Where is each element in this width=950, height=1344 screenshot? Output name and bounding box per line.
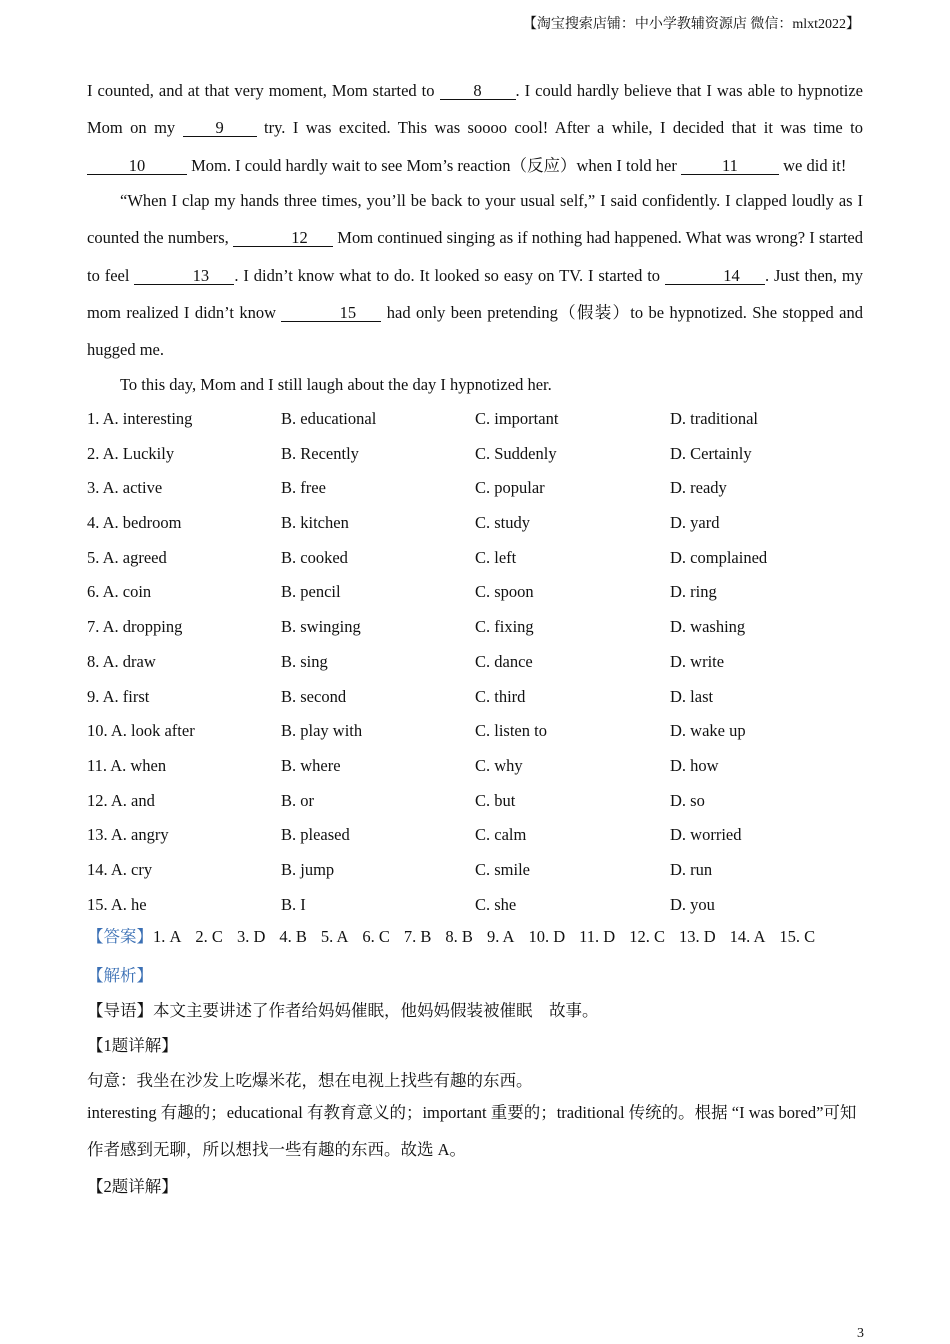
option-choice: C. study xyxy=(475,513,531,533)
option-row xyxy=(87,784,877,819)
option-choice: B. educational xyxy=(281,409,377,428)
option-choice: D. complained xyxy=(670,547,768,567)
option-choice: C. spoon xyxy=(475,582,534,602)
option-choice: 10. A. look after xyxy=(87,721,195,741)
option-choice: B. cooked xyxy=(281,547,348,567)
blank-10: 10 xyxy=(87,157,187,175)
option-choice: B. sing xyxy=(281,651,328,671)
option-choice: D. yard xyxy=(670,513,720,533)
question-1-meaning: 句意：我坐在沙发上吃爆米花，想在电视上找些有趣的东西。 xyxy=(87,1071,533,1090)
answer-item: 7. B xyxy=(403,927,432,946)
answer-item: 6. C xyxy=(362,927,390,946)
option-choice: B. pleased xyxy=(281,825,350,845)
blank-13: 13 xyxy=(134,267,234,285)
blank-11: 11 xyxy=(681,157,779,175)
option-choice: C. why xyxy=(475,755,523,775)
option-choice: C. left xyxy=(475,547,517,567)
question-2-title: 【2题详解】 xyxy=(87,1177,178,1196)
blank-12: 12 xyxy=(233,229,333,247)
option-choice: C. she xyxy=(475,894,517,914)
option-choice: 8. A. draw xyxy=(87,651,156,671)
option-choice: B. pencil xyxy=(281,582,341,602)
option-choice: B. or xyxy=(281,790,314,810)
option-choice: C. calm xyxy=(475,825,527,845)
option-row xyxy=(87,680,877,715)
option-choice: D. washing xyxy=(670,617,746,637)
answer-label: 【答案】 xyxy=(87,927,153,946)
option-choice: D. last xyxy=(670,686,714,706)
blank-9: 9 xyxy=(183,119,257,137)
blank-15: 15 xyxy=(281,304,381,322)
option-choice: C. listen to xyxy=(475,721,547,741)
passage-paragraph-1: I counted, and at that very moment, Mom started to 8 . I could hardly believe that I was able to hypnotize Mom on my 9 try. I was excited. This was soooo cool! After a while, I decided that it was time to 10 Mom. I could hardly wait to see Mom’s reaction（反应）when I told her 11 we did it! xyxy=(87,81,863,175)
passage-paragraph-2: “When I clap my hands three times, you’ll be back to your usual self,” I said confidently. I clapped loudly as I counted the numbers, 12 Mom continued singing as if nothing had happened. What was wrong? I started to feel 13 . I didn’t know what to do. It looked so easy on TV. I started to 14 . Just then, my mom realized I didn’t know 15 had only been pretending（假装）to be hypnotized. She stopped and hugged me. xyxy=(87,191,864,360)
option-row xyxy=(87,818,877,853)
header-watermark: 【淘宝搜索店铺：中小学教辅资源店 微信：mlxt2022】 xyxy=(522,17,860,32)
blank-8: 8 xyxy=(440,82,516,100)
option-row xyxy=(87,749,877,784)
option-choice: 4. A. bedroom xyxy=(87,513,182,533)
option-choice: 9. A. first xyxy=(87,686,150,706)
option-choice: D. you xyxy=(670,894,715,914)
option-choice: D. wake up xyxy=(670,721,746,741)
option-choice: D. run xyxy=(670,859,713,879)
answer-item: 12. C xyxy=(629,927,665,946)
answer-item: 15. C xyxy=(779,927,816,946)
option-choice: B. swinging xyxy=(281,617,361,637)
option-choice: D. Certainly xyxy=(670,443,752,463)
option-choice: B. I xyxy=(281,894,306,914)
option-row xyxy=(87,575,877,610)
option-choice: B. Recently xyxy=(281,443,359,463)
option-choice: 15. A. he xyxy=(87,894,147,914)
blank-14: 14 xyxy=(665,267,765,285)
option-row xyxy=(87,645,877,680)
option-choice: 3. A. active xyxy=(87,478,163,498)
answer-item: 4. B xyxy=(279,927,307,946)
option-row xyxy=(87,506,877,541)
option-choice: 11. A. when xyxy=(87,755,167,775)
option-choice: 12. A. and xyxy=(87,790,155,810)
option-choice: D. traditional xyxy=(670,409,758,428)
option-row xyxy=(87,437,877,472)
answer-item: 11. D xyxy=(579,927,616,946)
answer-item: 13. D xyxy=(678,927,716,946)
options-list xyxy=(87,402,877,922)
option-choice: 7. A. dropping xyxy=(87,617,183,637)
option-row xyxy=(87,714,877,749)
option-choice: B. kitchen xyxy=(281,513,349,533)
option-choice: B. free xyxy=(281,478,326,498)
guide-text: 【导语】本文主要讲述了作者给妈妈催眠，他妈妈假装被催眠 故事。 xyxy=(87,1001,599,1020)
answer-items xyxy=(153,927,829,946)
answer-item: 9. A xyxy=(486,927,515,946)
option-choice: C. fixing xyxy=(475,617,534,637)
option-choice: C. Suddenly xyxy=(475,443,557,463)
option-choice: C. third xyxy=(475,686,526,706)
option-choice: 6. A. coin xyxy=(87,582,152,602)
answer-item: 1. A xyxy=(153,927,182,946)
page-number: 3 xyxy=(857,1326,864,1341)
option-choice: C. but xyxy=(475,790,516,810)
option-row xyxy=(87,853,877,888)
option-row xyxy=(87,888,877,923)
option-choice: D. worried xyxy=(670,825,742,845)
option-row xyxy=(87,541,877,576)
option-choice: B. play with xyxy=(281,721,363,741)
option-choice: D. ring xyxy=(670,582,717,602)
option-choice: C. popular xyxy=(475,478,545,498)
option-choice: 14. A. cry xyxy=(87,859,153,879)
option-choice: D. write xyxy=(670,651,725,671)
option-row xyxy=(87,471,877,506)
option-choice: 13. A. angry xyxy=(87,825,169,845)
answer-line xyxy=(87,920,877,954)
option-choice: D. so xyxy=(670,790,705,810)
question-1-title: 【1题详解】 xyxy=(87,1036,178,1055)
answer-item: 3. D xyxy=(236,927,266,946)
option-row xyxy=(87,402,877,437)
answer-item: 2. C xyxy=(195,927,223,946)
option-choice: C. dance xyxy=(475,651,533,671)
analysis-label: 【解析】 xyxy=(87,966,153,985)
answer-item: 5. A xyxy=(320,927,349,946)
answer-item: 14. A xyxy=(729,927,766,946)
option-row xyxy=(87,610,877,645)
answer-item: 8. B xyxy=(445,927,473,946)
option-choice: D. ready xyxy=(670,478,727,498)
option-choice: 2. A. Luckily xyxy=(87,443,175,463)
option-choice: B. jump xyxy=(281,859,335,879)
question-1-explanation: interesting 有趣的；educational 有教育意义的；important 重要的；traditional 传统的。根据 “I was bored”可知作者感到无聊，所以想找一些有趣的东西。故选 A。 xyxy=(87,1103,857,1159)
passage-paragraph-3: To this day, Mom and I still laugh about the day I hypnotized her. xyxy=(120,375,552,394)
option-choice: 1. A. interesting xyxy=(87,409,193,428)
option-choice: B. second xyxy=(281,686,347,706)
option-choice: C. important xyxy=(475,409,559,428)
option-choice: D. how xyxy=(670,755,719,775)
option-choice: 5. A. agreed xyxy=(87,547,167,567)
option-choice: B. where xyxy=(281,755,341,775)
answer-item: 10. D xyxy=(528,927,566,946)
option-choice: C. smile xyxy=(475,859,531,879)
